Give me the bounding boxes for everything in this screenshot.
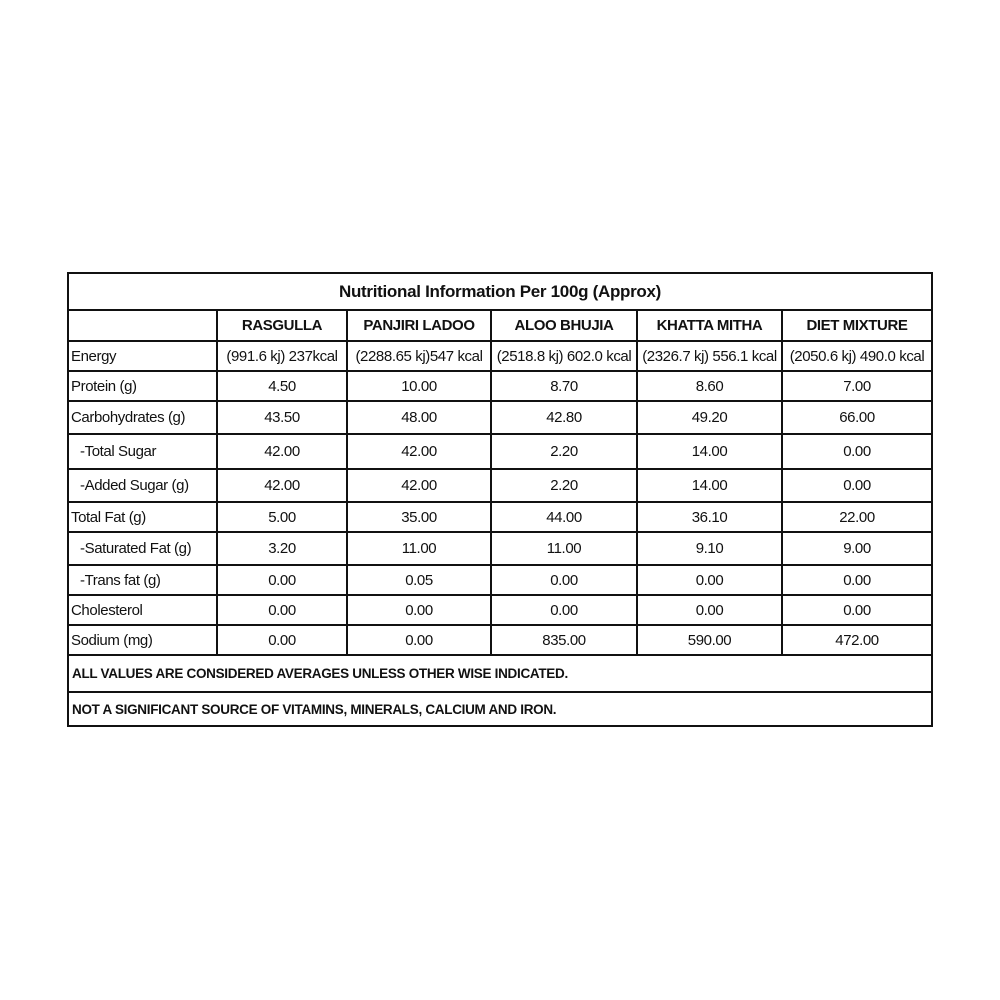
table-cell: 0.00 (782, 595, 931, 625)
table-cell: 0.00 (491, 565, 637, 595)
row-label: Sodium (mg) (69, 625, 217, 655)
table-cell: 472.00 (782, 625, 931, 655)
table-row (69, 532, 931, 565)
table-cell: 0.00 (637, 595, 782, 625)
table-cell: 8.70 (491, 371, 637, 401)
table-cell: 14.00 (637, 434, 782, 469)
table-cell: 0.00 (637, 565, 782, 595)
table-cell: 42.00 (217, 434, 347, 469)
table-cell: (2326.7 kj) 556.1 kcal (637, 341, 782, 371)
table-cell: 11.00 (347, 532, 491, 565)
table-cell: 10.00 (347, 371, 491, 401)
table-cell: 7.00 (782, 371, 931, 401)
nutrition-table (69, 311, 931, 656)
table-cell: 66.00 (782, 401, 931, 434)
table-cell: 0.00 (491, 595, 637, 625)
table-cell: 0.00 (347, 595, 491, 625)
table-cell: 44.00 (491, 502, 637, 532)
row-label: Cholesterol (69, 595, 217, 625)
table-cell: 0.00 (782, 469, 931, 502)
row-label: Protein (g) (69, 371, 217, 401)
table-cell: 0.00 (217, 625, 347, 655)
nutrition-panel (67, 272, 933, 727)
table-cell: 42.00 (217, 469, 347, 502)
table-cell: 11.00 (491, 532, 637, 565)
table-cell: 9.00 (782, 532, 931, 565)
table-row (69, 595, 931, 625)
table-row (69, 401, 931, 434)
vitamins-note: NOT A SIGNIFICANT SOURCE OF VITAMINS, MINERALS, CALCIUM AND IRON. (72, 702, 557, 717)
table-cell: 8.60 (637, 371, 782, 401)
table-cell: 0.05 (347, 565, 491, 595)
table-cell: 590.00 (637, 625, 782, 655)
row-label: Total Fat (g) (69, 502, 217, 532)
table-cell: 0.00 (217, 595, 347, 625)
table-cell: 0.00 (217, 565, 347, 595)
table-cell: 4.50 (217, 371, 347, 401)
column-header: DIET MIXTURE (782, 311, 931, 341)
row-label: -Saturated Fat (g) (69, 532, 217, 565)
table-cell: 0.00 (347, 625, 491, 655)
table-cell: 36.10 (637, 502, 782, 532)
table-cell: 0.00 (782, 434, 931, 469)
table-row (69, 502, 931, 532)
row-label: -Total Sugar (69, 434, 217, 469)
table-cell: 22.00 (782, 502, 931, 532)
table-row (69, 565, 931, 595)
column-header: RASGULLA (217, 311, 347, 341)
table-cell: 2.20 (491, 434, 637, 469)
row-label: Carbohydrates (g) (69, 401, 217, 434)
table-cell: (2518.8 kj) 602.0 kcal (491, 341, 637, 371)
nutrition-title: Nutritional Information Per 100g (Approx) (69, 274, 931, 311)
table-row (69, 625, 931, 655)
table-cell: 3.20 (217, 532, 347, 565)
column-header: PANJIRI LADOO (347, 311, 491, 341)
table-cell: 5.00 (217, 502, 347, 532)
table-cell: 35.00 (347, 502, 491, 532)
table-cell: 48.00 (347, 401, 491, 434)
table-row (69, 341, 931, 371)
table-cell: (2288.65 kj)547 kcal (347, 341, 491, 371)
table-cell: 0.00 (782, 565, 931, 595)
column-header: KHATTA MITHA (637, 311, 782, 341)
column-header: ALOO BHUJIA (491, 311, 637, 341)
table-row (69, 371, 931, 401)
table-cell: 2.20 (491, 469, 637, 502)
averages-note: ALL VALUES ARE CONSIDERED AVERAGES UNLESS OTHER WISE INDICATED. (69, 656, 931, 693)
table-cell: 43.50 (217, 401, 347, 434)
header-empty-cell (69, 311, 217, 341)
table-cell: (2050.6 kj) 490.0 kcal (782, 341, 931, 371)
row-label: Energy (69, 341, 217, 371)
table-cell: 49.20 (637, 401, 782, 434)
table-cell: 14.00 (637, 469, 782, 502)
table-cell: 42.80 (491, 401, 637, 434)
table-header-row (69, 311, 931, 341)
table-row (69, 469, 931, 502)
table-cell: 9.10 (637, 532, 782, 565)
table-row (69, 434, 931, 469)
table-cell: 835.00 (491, 625, 637, 655)
table-cell: 42.00 (347, 434, 491, 469)
row-label: -Trans fat (g) (69, 565, 217, 595)
table-cell: (991.6 kj) 237kcal (217, 341, 347, 371)
row-label: -Added Sugar (g) (69, 469, 217, 502)
table-cell: 42.00 (347, 469, 491, 502)
